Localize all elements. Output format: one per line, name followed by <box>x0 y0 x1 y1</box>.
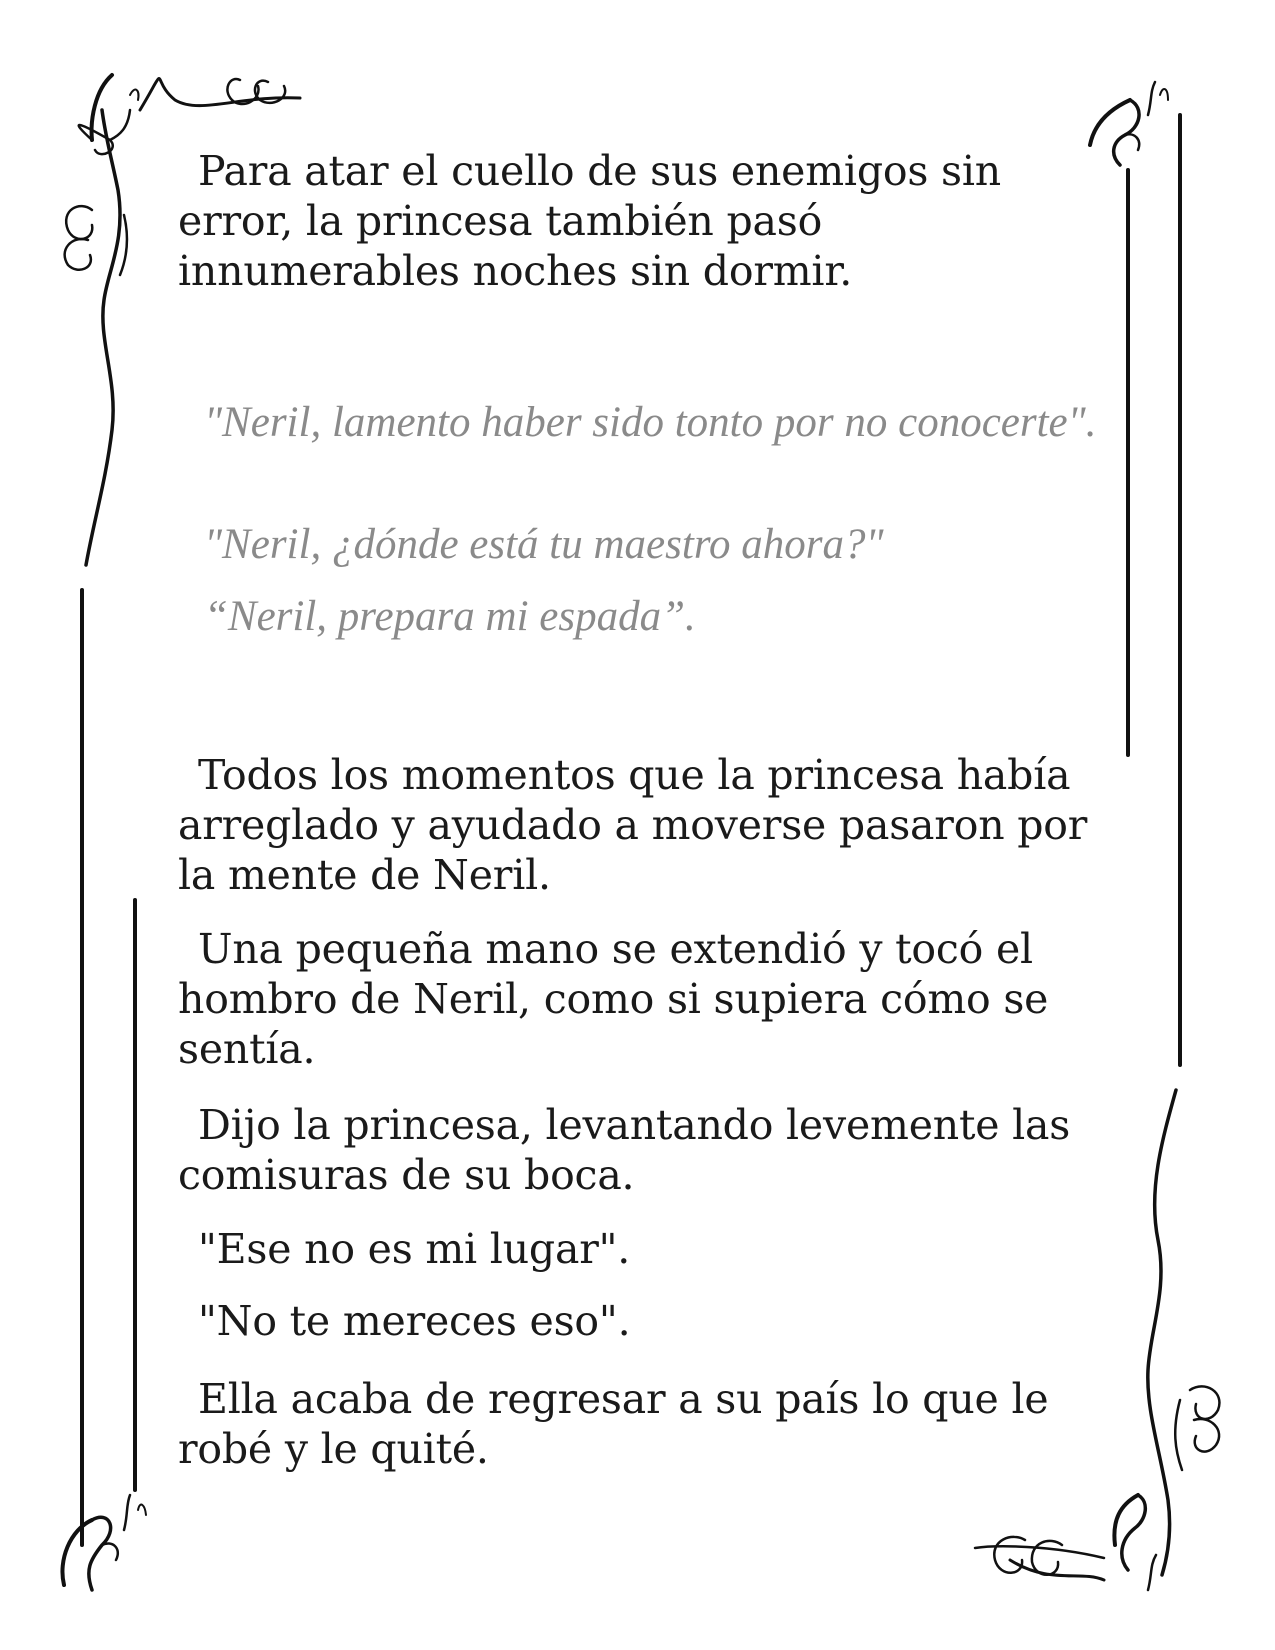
paragraph: Ella acaba de regresar a su país lo que le robé y le quité. <box>178 1375 1049 1473</box>
italic-quote: "Neril, lamento haber sido tonto por no conocerte". <box>204 399 1097 446</box>
paragraph: Una pequeña mano se extendió y tocó el hombro de Neril, como si supiera cómo se sentía. <box>178 925 1049 1073</box>
italic-quote: "Neril, ¿dónde está tu maestro ahora?" <box>204 521 884 568</box>
paragraph: "No te mereces eso". <box>198 1297 631 1345</box>
italic-quote: “Neril, prepara mi espada”. <box>204 593 696 640</box>
bottom-left-flourish <box>62 1495 146 1590</box>
paragraph: Para atar el cuello de sus enemigos sin error, la princesa también pasó innumerables noches sin dormir. <box>178 147 1001 295</box>
paragraph: "Ese no es mi lugar". <box>198 1225 631 1273</box>
top-right-flourish <box>1090 82 1168 165</box>
paragraph: Todos los momentos que la princesa había arreglado y ayudado a moverse pasaron por la mente de Neril. <box>178 751 1088 899</box>
paragraph: Dijo la princesa, levantando levemente las comisuras de su boca. <box>178 1101 1071 1199</box>
